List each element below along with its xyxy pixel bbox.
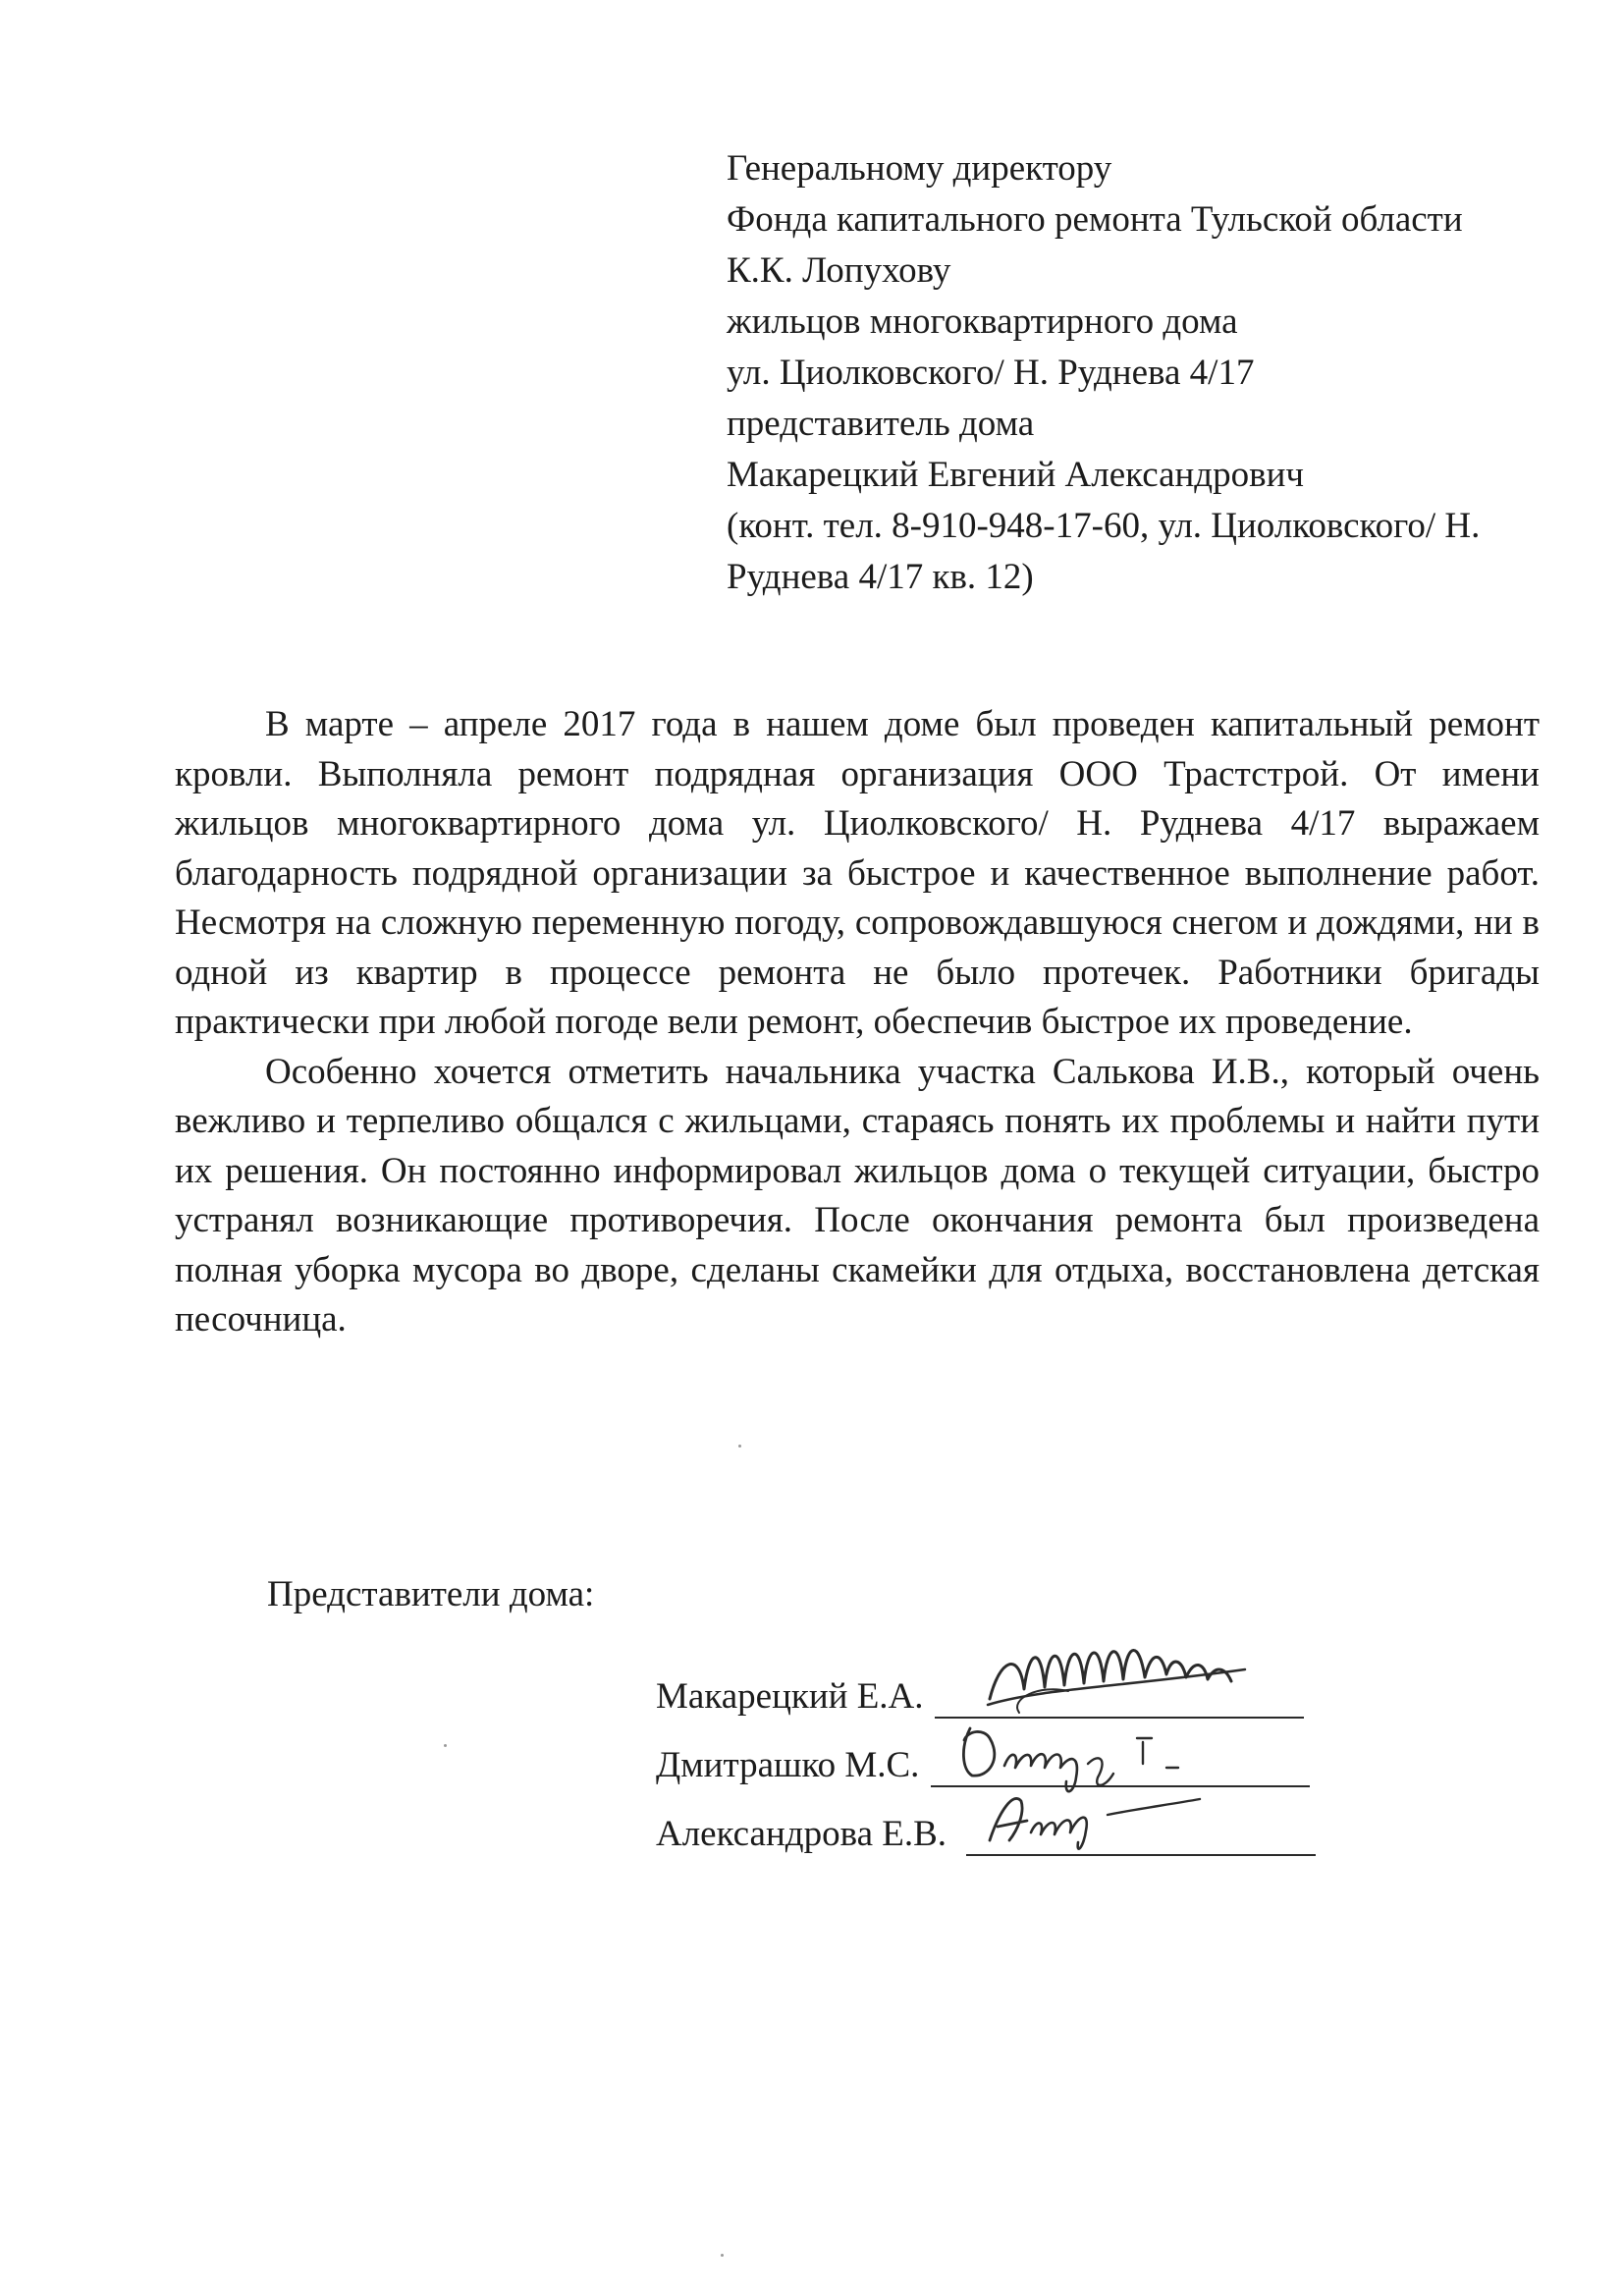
signature-drawing (980, 1772, 1235, 1870)
addressee-line-representative: Макарецкий Евгений Александрович (727, 455, 1305, 495)
addressee-line-position: Генеральному директору (727, 148, 1112, 189)
letter-body (175, 700, 1540, 1345)
addressee-line-role: представитель дома (727, 404, 1035, 444)
signatory-name: Дмитрашко М.С. (656, 1745, 920, 1785)
addressee-line-contact: (конт. тел. 8-910-948-17-60, ул. Циолковского/ Н. Руднева 4/17 кв. 12) (727, 506, 1481, 597)
scan-speck (738, 1445, 741, 1448)
body-paragraph-1: В марте – апреле 2017 года в нашем доме был проведен капитальный ремонт кровли. Выполняла ремонт подрядная организация ООО Трастстрой. От имени жильцов многоквартирного дома ул. Циолковского/ Н. Руднева 4/17 выражаем благодарность подрядной организации за быстрое и качественное выполнение работ. Несмотря на сложную переменную погоду, сопровождавшуюся снегом и дождями, ни в одной из квартир в процессе ремонта не было протечек. Работники бригады практически при любой погоде вели ремонт, обеспечив быстрое их проведение. (175, 704, 1540, 1042)
representatives-heading: Представители дома: (267, 1574, 595, 1614)
scan-speck (444, 1744, 447, 1747)
addressee-line-address: ул. Циолковского/ Н. Руднева 4/17 (727, 353, 1255, 393)
body-paragraph-2: Особенно хочется отметить начальника участка Салькова И.В., который очень вежливо и терпеливо общался с жильцами, стараясь понять их проблемы и найти пути их решения. Он постоянно информировал жильцов дома о текущей ситуации, быстро устранял возникающие противоречия. После окончания ремонта был произведена полная уборка мусора во дворе, сделаны скамейки для отдыха, восстановлена детская песочница. (175, 1051, 1540, 1339)
scan-speck (721, 2254, 724, 2257)
signature-row (656, 1807, 1324, 1862)
signatory-name: Макарецкий Е.А. (656, 1676, 924, 1717)
addressee-line-recipient: К.К. Лопухову (727, 250, 951, 291)
addressee-line-organization: Фонда капитального ремонта Тульской области (727, 199, 1463, 240)
signatory-name: Александрова Е.В. (656, 1814, 947, 1854)
addressee-line-sender: жильцов многоквартирного дома (727, 301, 1238, 342)
addressee-block (727, 143, 1551, 603)
